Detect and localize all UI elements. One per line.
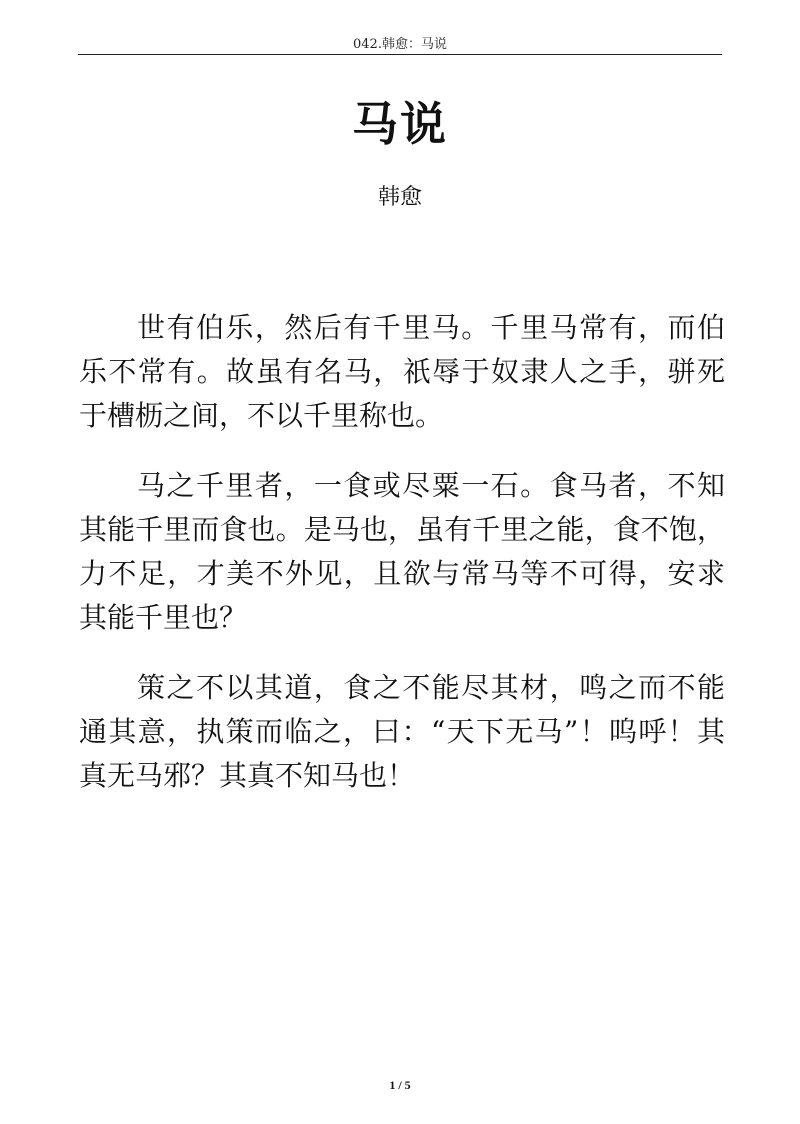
header-divider xyxy=(78,54,722,55)
paragraph-2 xyxy=(79,464,725,640)
paragraph-line: 其能千里而食也。是马也，虽有千里之能，食不饱， xyxy=(79,513,725,546)
paragraph-line: 世有伯乐，然后有千里马。千里马常有，而伯 xyxy=(137,311,725,344)
paragraph-line: 通其意，执策而临之，曰：“天下无马”！呜呼！其 xyxy=(79,715,725,748)
paragraph-line: 马之千里者，一食或尽粟一石。食马者，不知 xyxy=(137,469,725,502)
paragraph-3 xyxy=(79,666,725,798)
paragraph-line: 力不足，才美不外见，且欲与常马等不可得，安求 xyxy=(79,557,725,590)
paragraph-1 xyxy=(79,306,725,438)
paragraph-line: 于槽枥之间，不以千里称也。 xyxy=(79,399,444,432)
page-number: 1 / 5 xyxy=(389,1078,411,1092)
paragraph-line: 其能千里也？ xyxy=(79,601,248,634)
author-name: 韩愈 xyxy=(377,185,422,210)
paragraph-line: 真无马邪？其真不知马也！ xyxy=(79,759,416,792)
body-text xyxy=(79,306,725,824)
page-title: 马说 xyxy=(352,97,448,151)
running-header: 042.韩愈：马说 xyxy=(353,37,447,52)
paragraph-line: 策之不以其道，食之不能尽其材，鸣之而不能 xyxy=(137,671,725,704)
paragraph-line: 乐不常有。故虽有名马，祇辱于奴隶人之手，骈死 xyxy=(79,355,725,388)
